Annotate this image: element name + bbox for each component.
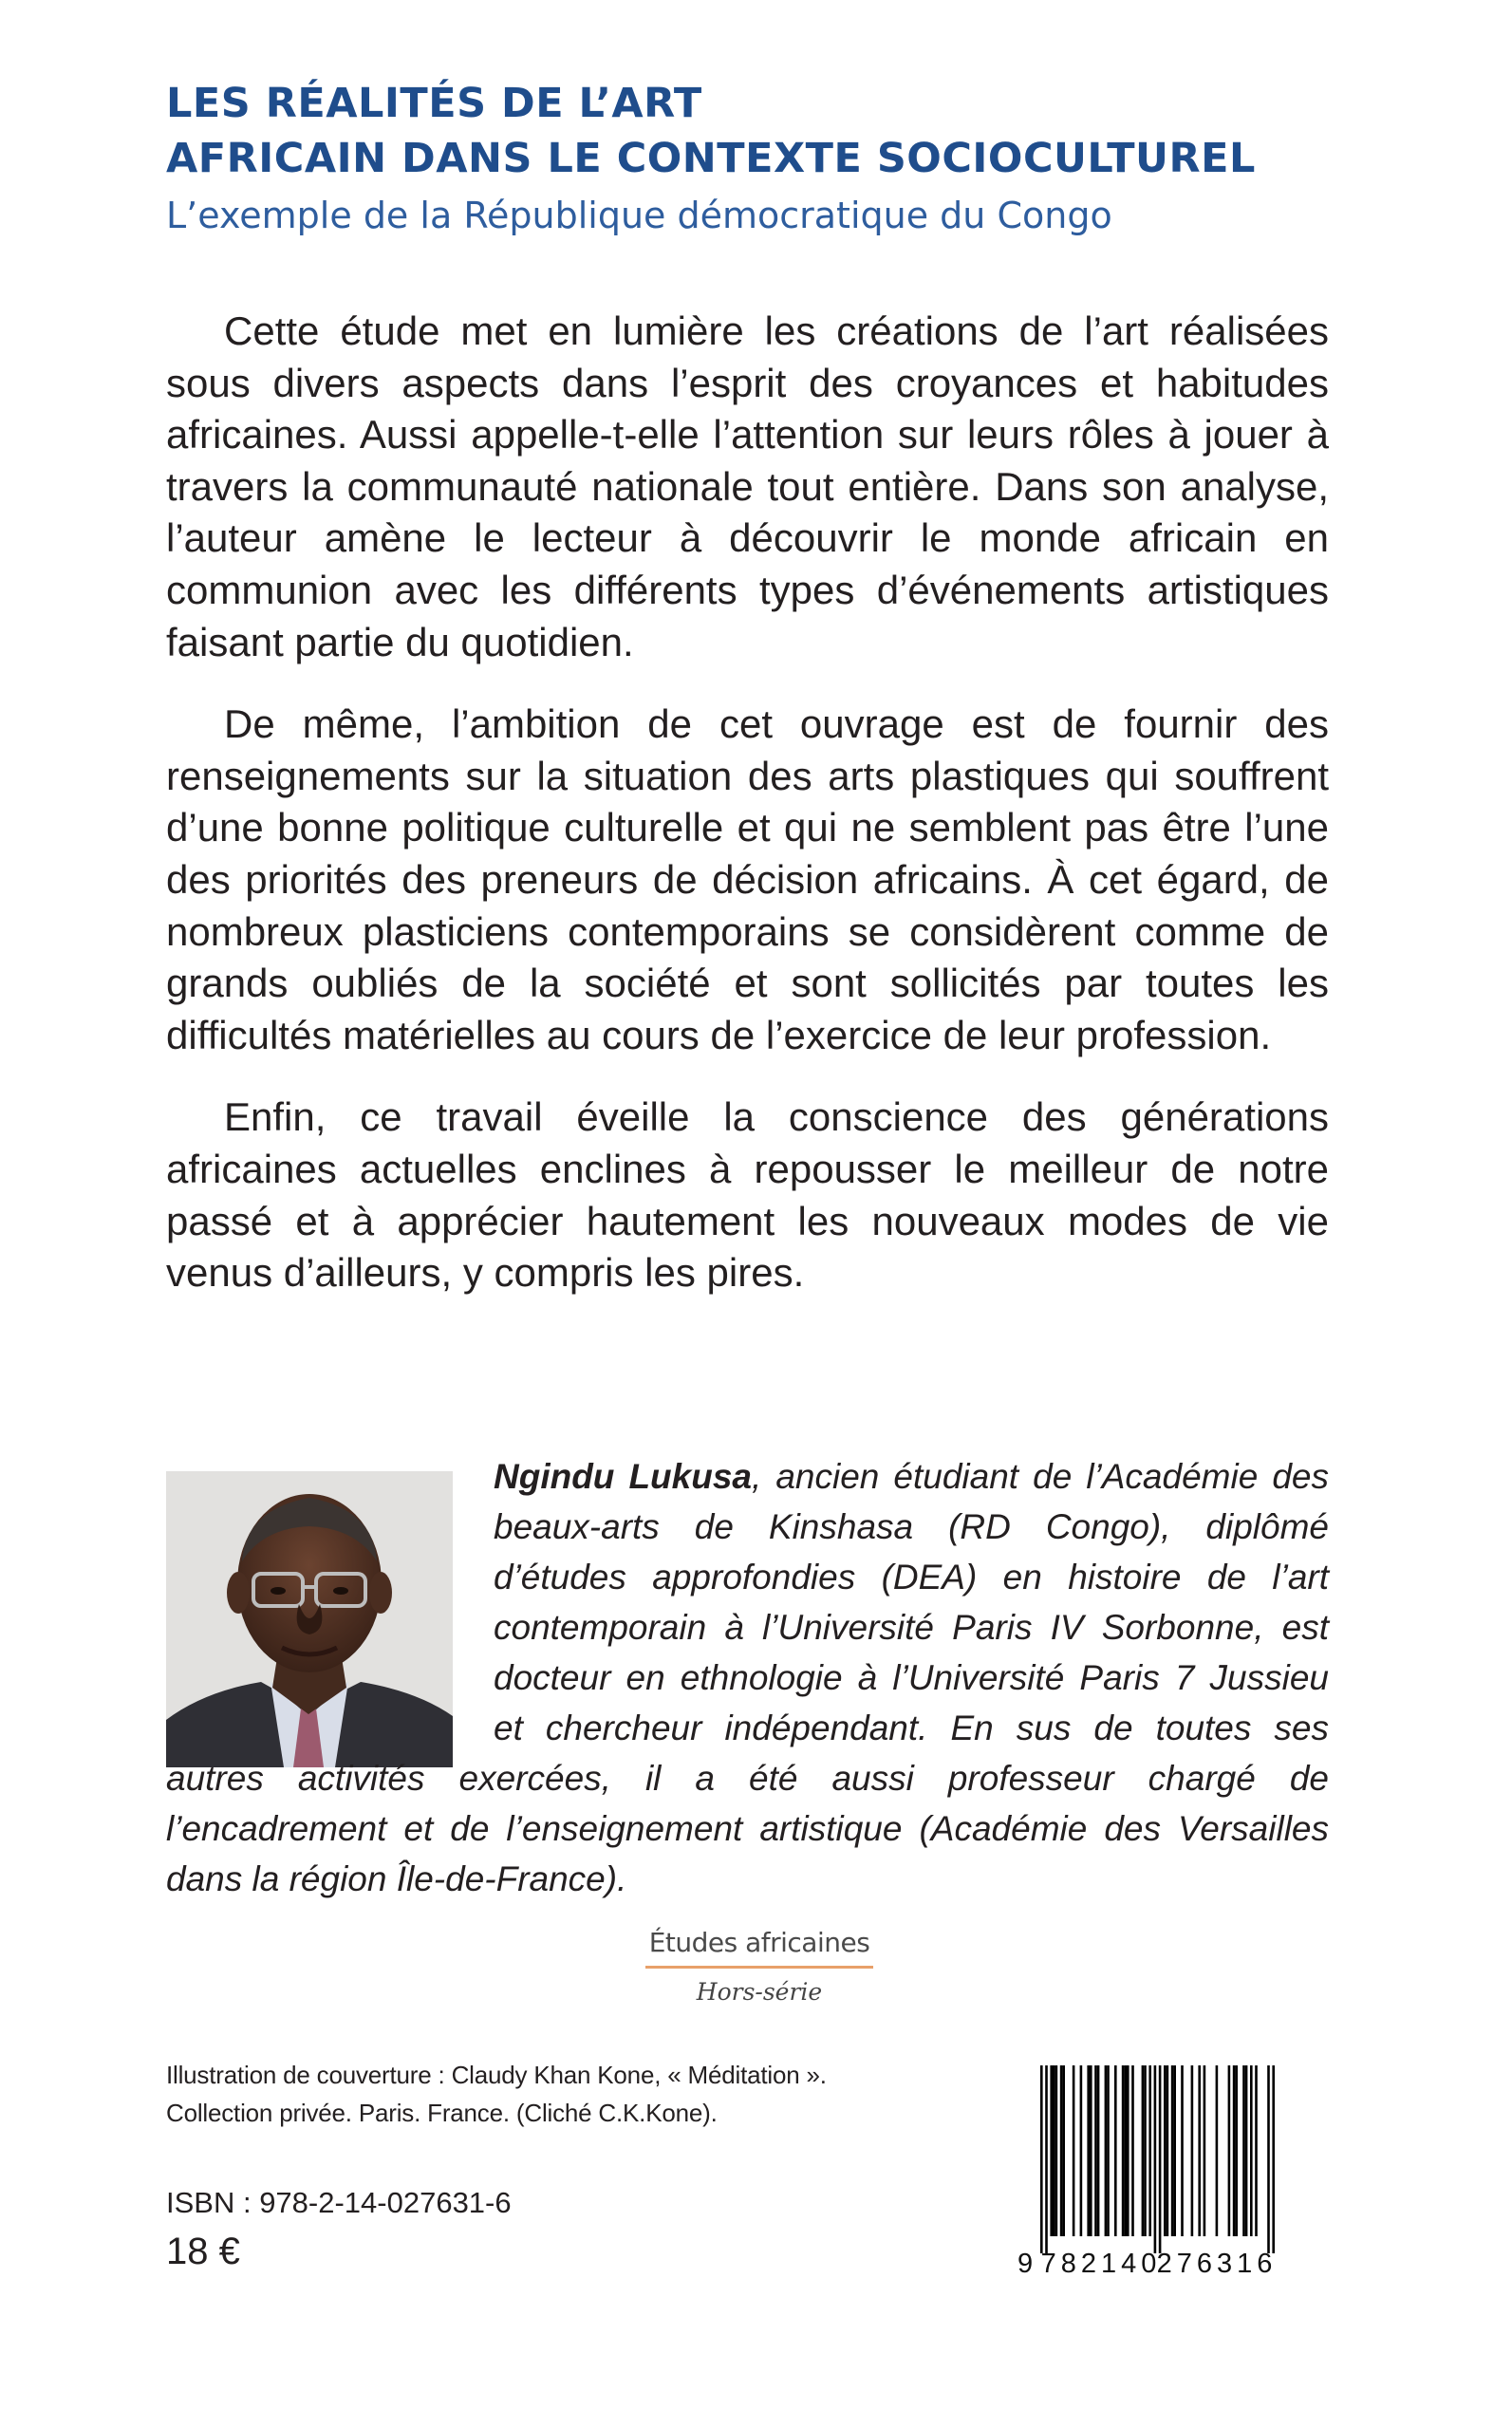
barcode-bar xyxy=(1090,2065,1092,2236)
barcode-bar xyxy=(1097,2065,1100,2236)
series-logo xyxy=(588,1927,930,2006)
summary-paragraph-3: Enfin, ce travail éveille la conscience des générations africaines actuelles enclines à repousser le meilleur de notre passé et à apprécier hautement les nouveaux modes de vie venus d’ailleurs, y compris les pires. xyxy=(166,1094,1329,1296)
barcode-bar xyxy=(1228,2065,1231,2236)
title-line-2: AFRICAIN DANS LE CONTEXTE SOCIOCULTUREL xyxy=(166,135,1256,182)
barcode-bar xyxy=(1073,2065,1075,2236)
series-subtitle: Hors-série xyxy=(696,1978,823,2006)
author-bio xyxy=(166,1451,1329,1904)
cover-credit-line-1: Illustration de couverture : Claudy Khan Kone, « Méditation ». xyxy=(166,2061,827,2089)
barcode-bar xyxy=(1235,2065,1238,2236)
isbn: ISBN : 978-2-14-027631-6 xyxy=(166,2186,512,2219)
price: 18 € xyxy=(166,2231,240,2272)
author-name: Ngindu Lukusa xyxy=(494,1457,752,1496)
barcode-bar xyxy=(1060,2065,1063,2236)
title-line-1: LES RÉALITÉS DE L’ART xyxy=(166,80,702,127)
cover-credit-line-2: Collection privée. Paris. France. (Cliché C.K.Kone). xyxy=(166,2099,718,2127)
barcode-bar xyxy=(1191,2065,1194,2236)
barcode-bar xyxy=(1173,2065,1176,2236)
title-block xyxy=(166,76,1400,243)
barcode-bar xyxy=(1154,2065,1157,2253)
barcode-bar xyxy=(1127,2065,1129,2236)
barcode-bar xyxy=(1094,2065,1097,2236)
summary-paragraph-1: Cette étude met en lumière les créations de l’art réalisées sous divers aspects dans l’esprit des croyances et habitudes africaines. Aussi appelle-t-elle l’attention sur leurs rôles à jouer à travers la communauté nationale tout entière. Dans son analyse, l’auteur amène le lecteur à découvrir le monde africain en communion avec les différents types d’événements artistiques faisant partie du quotidien. xyxy=(166,308,1329,664)
barcode-bar xyxy=(1216,2065,1219,2236)
barcode-bar xyxy=(1062,2065,1065,2236)
barcode-bar xyxy=(1122,2065,1125,2236)
barcode-bar xyxy=(1148,2065,1151,2236)
barcode-bar xyxy=(1142,2065,1145,2236)
barcode-bar xyxy=(1144,2065,1147,2236)
summary-paragraph-2: De même, l’ambition de cet ouvrage est de fournir des renseignements sur la situation des arts plastiques qui souffrent d’une bonne politique culturelle et qui ne semblent pas être l’une des priorités des preneurs de décision africains. À cet égard, de nombreux plasticiens contemporains se considèrent comme de grands oubliés de la société et sont sollicités par toutes les difficultés matérielles au cours de l’exercice de leur profession. xyxy=(166,701,1329,1057)
barcode-bar xyxy=(1105,2065,1108,2236)
barcode-bar xyxy=(1131,2065,1134,2236)
barcode-bar xyxy=(1245,2065,1248,2236)
barcode-bar xyxy=(1040,2065,1043,2253)
barcode-bar xyxy=(1159,2065,1162,2253)
barcode-bar xyxy=(1181,2065,1184,2236)
barcode-bar xyxy=(1267,2065,1270,2253)
barcode-bar xyxy=(1167,2065,1169,2236)
back-cover-summary xyxy=(166,306,1329,1299)
barcode-bar xyxy=(1050,2065,1053,2236)
barcode-bar xyxy=(1053,2065,1055,2236)
barcode-digits-group-2: 276316 xyxy=(1156,2249,1278,2279)
barcode-digits-group-1: 782140 xyxy=(1040,2249,1162,2279)
barcode-bar xyxy=(1164,2065,1167,2236)
cover-credit xyxy=(166,2056,982,2132)
series-name: Études africaines xyxy=(645,1927,873,1969)
photo-spacer xyxy=(166,1451,494,1753)
barcode-digit-first: 9 xyxy=(1017,2249,1034,2279)
barcode xyxy=(1012,2062,1306,2280)
barcode-bar xyxy=(1255,2065,1258,2236)
barcode-bar xyxy=(1242,2065,1245,2236)
author-bio-text: , ancien étudiant de l’Académie des beaux-arts de Kinshasa (RD Congo), diplômé d’études approfondies (DEA) en histoire de l’art contemporain à l’Université Paris IV Sorbonne, est docteur en ethnologie à l’Université Paris 7 Jussieu et chercheur indépendant. En sus de toutes ses autres activités exercées, il a été aussi professeur chargé de l’encadrement et de l’enseignement artistique (Académie des Versailles dans la région Île-de-France). xyxy=(166,1457,1329,1898)
barcode-bar xyxy=(1272,2065,1275,2253)
barcode-bar xyxy=(1114,2065,1117,2236)
barcode-bar xyxy=(1198,2065,1201,2236)
barcode-bar xyxy=(1250,2065,1253,2236)
barcode-bar xyxy=(1107,2065,1110,2236)
barcode-bar xyxy=(1171,2065,1174,2236)
barcode-bar xyxy=(1204,2065,1206,2236)
barcode-bar xyxy=(1233,2065,1236,2236)
barcode-bar xyxy=(1045,2065,1048,2253)
barcode-bar xyxy=(1087,2065,1090,2236)
barcode-bar xyxy=(1124,2065,1127,2236)
barcode-bar xyxy=(1055,2065,1058,2236)
barcode-bar xyxy=(1080,2065,1083,2236)
subtitle: L’exemple de la République démocratique du Congo xyxy=(166,195,1112,236)
